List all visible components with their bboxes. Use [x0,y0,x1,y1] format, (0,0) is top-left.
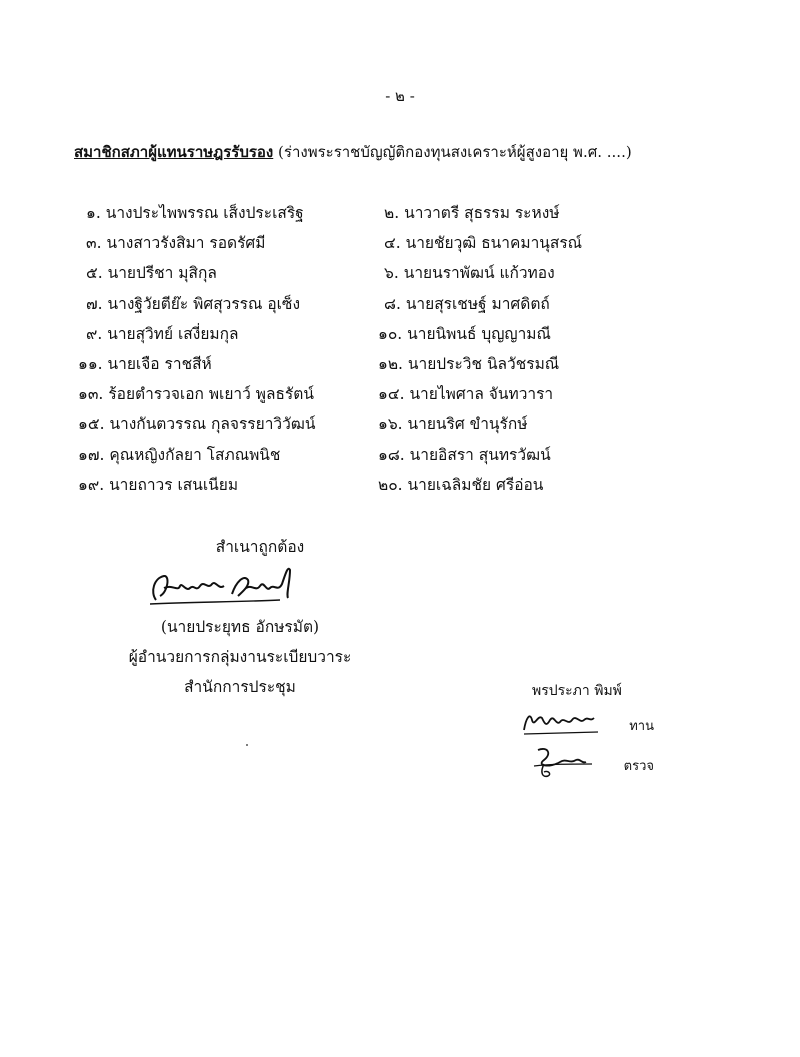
member-row: ๔. นายชัยวุฒิ ธนาคมานุสรณ์ [384,234,583,253]
member-name: นายปรีชา มุสิกุล [107,264,217,283]
document-heading [74,140,774,164]
heading-subtitle: (ร่างพระราชบัญญัติกองทุนสงเคราะห์ผู้สูงอายุ พ.ศ. ....) [273,143,632,161]
certifier-office: สำนักการประชุม [184,678,296,696]
typist-signature [520,704,620,740]
typed-row [520,702,660,742]
member-row: ๑๘. นายอิสรา สุนทรวัฒน์ [378,445,551,464]
checked-row [520,742,660,782]
member-name: นายชัยวุฒิ ธนาคมานุสรณ์ [405,234,583,253]
typed-label: ทาน [629,719,654,734]
member-name: นายอิสรา สุนทรวัฒน์ [409,445,551,464]
member-row: ๒๐. นายเฉลิมชัย ศรีอ่อน [378,475,544,494]
page-number: - ๒ - [385,87,415,105]
member-name: นางสาวรังสิมา รอดรัศมี [106,234,266,253]
member-list-left [78,198,315,500]
certifier-position: ผู้อำนวยการกลุ่มงานระเบียบวาระ [128,648,352,666]
member-name: ร้อยตำรวจเอก พเยาว์ พูลธรัตน์ [108,385,314,404]
member-row: ๑๔. นายไพศาล จันทวารา [378,385,554,404]
checked-label: ตรวจ [623,759,654,774]
member-name: นางประไพพรรณ เส็งประเสริฐ [105,204,304,222]
member-name: นายนิพนธ์ บุญญามณี [407,324,551,343]
member-name: นายนริศ ขำนุรักษ์ [407,415,528,434]
member-row: ๖. นายนราพัฒน์ แก้วทอง [384,264,555,283]
member-row: ๑. นางประไพพรรณ เส็งประเสริฐ [86,204,304,222]
member-list-right [378,198,582,500]
member-name: คุณหญิงกัลยา โสภณพนิช [109,445,281,464]
member-row: ๘. นายสุรเชษฐ์ มาศดิตถ์ [384,294,550,313]
member-name: นายประวิช นิลวัชรมณี [407,354,560,373]
member-row: ๑๕. นางกันตวรรณ กุลจรรยาวิวัฒน์ [78,415,316,434]
member-name: นางกันตวรรณ กุลจรรยาวิวัฒน์ [109,415,316,434]
member-name: นายไพศาล จันทวารา [409,385,554,404]
member-name: นายนราพัฒน์ แก้วทอง [403,264,555,283]
member-row: ๑๒. นายประวิช นิลวัชรมณี [378,354,560,373]
member-name: นายเฉลิมชัย ศรีอ่อน [407,475,544,494]
member-name: นายสุรเชษฐ์ มาศดิตถ์ [405,294,550,313]
member-name: นางฐิวัยตีย๊ะ พิศสุวรรณ อุเซ็ง [107,294,301,313]
member-row: ๑๐. นายนิพนธ์ บุญญามณี [378,324,551,343]
member-row: ๑๙. นายถาวร เสนเนียม [78,475,239,494]
certifier-name: (นายประยุทธ อักษรมัต) [160,618,320,636]
checker-signature [520,742,620,782]
member-name: นายถาวร เสนเนียม [109,475,239,494]
handwritten-signature [120,562,360,612]
typist-name: พรประภา พิมพ์ [532,683,622,699]
member-row: ๕. นายปรีชา มุสิกุล [86,264,217,283]
member-name: นายสุวิทย์ เสงี่ยมกุล [107,324,239,343]
member-row: ๒. นาวาตรี สุธรรม ระหงษ์ [384,204,560,222]
signature-image [120,562,360,612]
heading-title: สมาชิกสภาผู้แทนราษฎรรับรอง [74,143,274,161]
member-row: ๑๗. คุณหญิงกัลยา โสภณพนิช [78,445,281,464]
member-name: นายเจือ ราชสีห์ [107,354,212,373]
member-row: ๑๖. นายนริศ ขำนุรักษ์ [378,415,528,434]
certified-copy-label: สำเนาถูกต้อง [215,538,305,556]
stray-mark [246,744,248,746]
certification-block [120,532,360,702]
member-name: นาวาตรี สุธรรม ระหงษ์ [404,204,560,222]
member-row: ๑๑. นายเจือ ราชสีห์ [78,354,212,373]
member-row: ๗. นางฐิวัยตีย๊ะ พิศสุวรรณ อุเซ็ง [86,294,301,313]
member-row: ๙. นายสุวิทย์ เสงี่ยมกุล [86,324,239,343]
typist-block [520,680,660,782]
member-row: ๓. นางสาวรังสิมา รอดรัศมี [86,234,266,253]
member-row: ๑๓. ร้อยตำรวจเอก พเยาว์ พูลธรัตน์ [78,385,314,404]
